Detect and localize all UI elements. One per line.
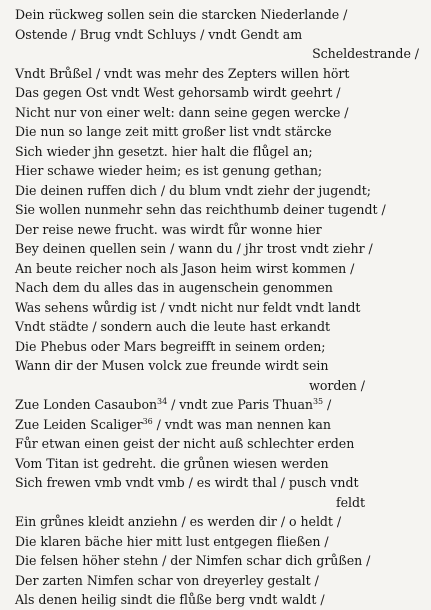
footnote-marker: 34 <box>157 397 168 406</box>
poem-line: Sich wieder jhn gesetzt. hier halt die flůgel an; <box>15 143 313 159</box>
poem-line: Vndt Brůßel / vndt was mehr des Zepters willen hört <box>15 65 350 81</box>
poem-line: Sich frewen vmb vndt vmb / es wirdt thal / pusch vndt <box>15 475 359 490</box>
poem-line: Vndt städte / sondern auch die leute hast erkandt <box>15 319 330 334</box>
poem-line: Hier schawe wieder heim; es ist genung gethan; <box>15 163 323 178</box>
poem-line: Dein rückweg sollen sein die starcken Niederlande / <box>15 7 348 22</box>
line-text: / <box>323 397 332 412</box>
poem-line-continuation: Scheldestrande / <box>312 46 419 61</box>
poem-line: Bey deinen quellen sein / wann du / jhr trost vndt ziehr / <box>15 241 373 256</box>
line-text: / vndt zue Paris Thuan <box>167 397 313 412</box>
line-text: / vndt was man nennen kan <box>152 416 331 432</box>
poem-text <box>15 5 423 610</box>
poem-line: Vom Titan ist gedreht. die grůnen wiesen werden <box>15 455 329 471</box>
poem-line: Als denen heilig sindt die flůße berg vndt waldt / <box>15 592 325 607</box>
footnote-marker: 36 <box>142 416 153 426</box>
line-text: Zue Londen Casaubon <box>15 397 158 412</box>
poem-line: Ostende / Brug vndt Schluys / vndt Gendt am <box>15 26 303 42</box>
poem-line: Die felsen höher stehn / der Nimfen schar dich grůßen / <box>15 553 371 568</box>
poem-line: Fůr etwan einen geist der nicht auß schlechter erden <box>15 436 355 451</box>
poem-line: Der reise newe frucht. was wirdt fůr wonne hier <box>15 221 322 237</box>
poem-line: Wann dir der Musen volck zue freunde wirdt sein <box>15 358 329 373</box>
poem-line-with-footnote <box>15 415 423 435</box>
poem-line: Nach dem du alles das in augenschein genommen <box>15 280 333 295</box>
poem-line: Was sehens wůrdig ist / vndt nicht nur feldt vndt landt <box>15 299 361 315</box>
poem-line: Das gegen Ost vndt West gehorsamb wirdt geehrt / <box>15 85 341 100</box>
footnote-marker: 35 <box>312 397 324 406</box>
poem-line: Nicht nur von einer welt: dann seine gegen wercke / <box>15 104 349 120</box>
line-text: Zue Leiden Scaliger <box>15 416 143 432</box>
poem-line: Die nun so lange zeit mitt großer list vndt stärcke <box>15 124 332 139</box>
poem-line: Sie wollen nunmehr sehn das reichthumb deiner tugendt / <box>15 202 386 217</box>
poem-line: Die deinen ruffen dich / du blum vndt ziehr der jugendt; <box>15 182 371 198</box>
poem-line: An beute reicher noch als Jason heim wirst kommen / <box>15 260 355 276</box>
poem-line-continuation: worden / <box>309 377 365 393</box>
poem-line: Der zarten Nimfen schar von dreyerley gestalt / <box>15 572 319 588</box>
poem-line: Die klaren bäche hier mitt lust entgegen fließen / <box>15 533 329 549</box>
poem-line-with-footnotes <box>15 395 423 415</box>
poem-line: Ein grůnes kleidt anziehn / es werden dir / o heldt / <box>15 514 342 529</box>
poem-line: Die Phebus oder Mars begreifft in seinem orden; <box>15 338 326 354</box>
poem-line-continuation: feldt <box>335 494 365 510</box>
